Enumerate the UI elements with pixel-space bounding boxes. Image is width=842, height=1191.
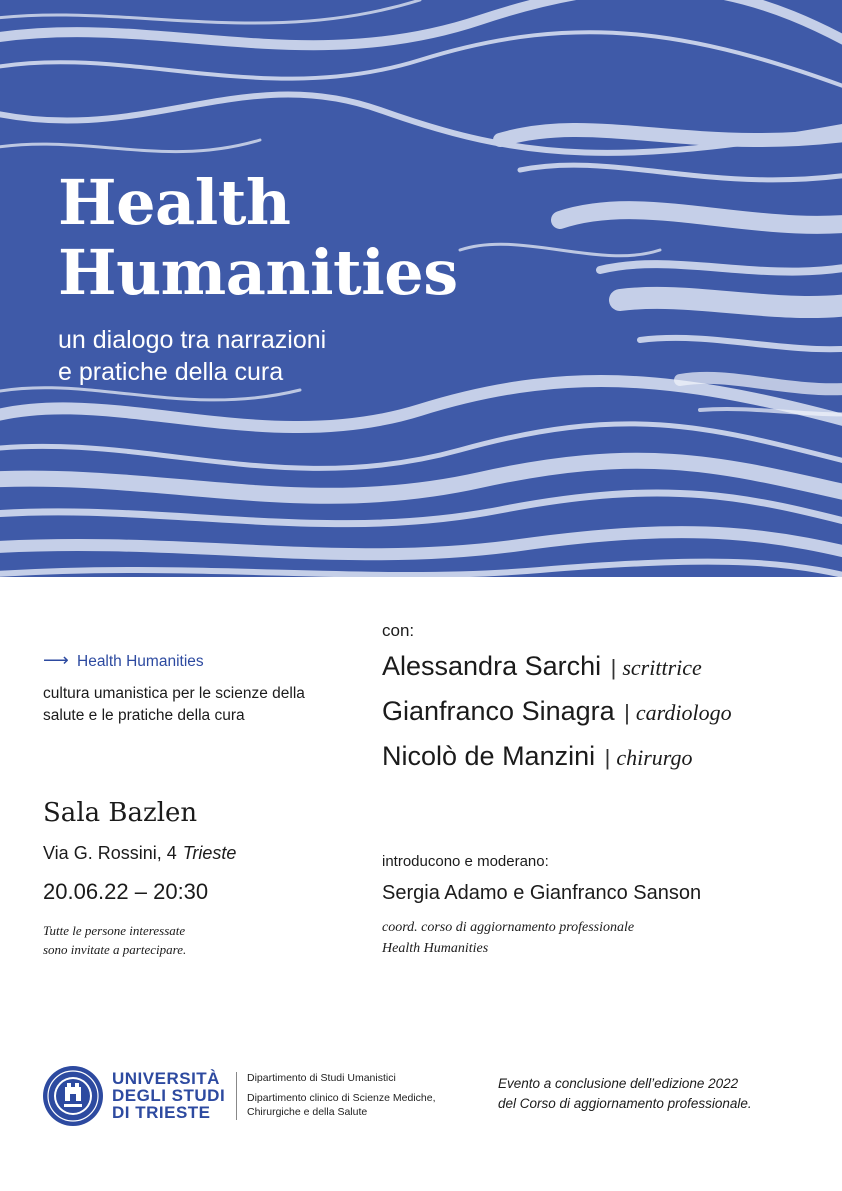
moderator-role-line-2: Health Humanities <box>382 941 489 956</box>
hero-banner <box>0 0 842 577</box>
university-seal-logo <box>42 1065 104 1127</box>
speaker-role: scrittrice <box>622 655 702 680</box>
university-line-3: DI TRIESTE <box>112 1103 211 1122</box>
event-datetime: 20.06.22 – 20:30 <box>43 879 209 904</box>
venue-name: Sala Bazlen <box>43 798 198 828</box>
university-name <box>112 1070 237 1121</box>
event-note-line-2: del Corso di aggiornamento professionale. <box>498 1096 752 1111</box>
university-line-1: UNIVERSITÀ <box>112 1069 220 1088</box>
speaker-list <box>382 651 822 786</box>
department-item: Dipartimento clinico di Scienze Mediche, Chirurgiche e della Salute <box>247 1092 436 1118</box>
moderator-role-line-1: coord. corso di aggiornamento professionale <box>382 920 635 935</box>
speaker-role: cardiologo <box>635 700 732 725</box>
speaker-separator: | <box>624 700 630 725</box>
invitation-note <box>43 921 263 959</box>
speaker-item <box>382 651 822 696</box>
moderation-label: introducono e moderano: <box>382 853 549 870</box>
address-city: Trieste <box>182 843 237 863</box>
address-street: Via G. Rossini, 4 <box>43 843 177 863</box>
event-subtitle <box>58 324 478 388</box>
speaker-item <box>382 696 822 741</box>
title-line-2: Humanities <box>58 236 458 309</box>
title-line-1: Health <box>58 166 291 239</box>
speaker-name: Nicolò de Manzini <box>382 741 596 771</box>
speaker-separator: | <box>604 745 611 770</box>
speakers-label: con: <box>382 621 415 640</box>
event-title <box>58 168 458 308</box>
venue-address <box>43 843 236 864</box>
footer-divider <box>236 1072 237 1120</box>
series-heading <box>43 650 204 671</box>
department-list <box>247 1071 477 1119</box>
university-line-2: DEGLI STUDI <box>112 1086 226 1105</box>
speaker-name: Gianfranco Sinagra <box>382 696 615 726</box>
speaker-separator: | <box>610 655 617 680</box>
event-note <box>498 1074 818 1114</box>
invite-line-1: Tutte le persone interessate <box>43 923 186 938</box>
speaker-role: chirurgo <box>616 745 693 770</box>
event-note-line-1: Evento a conclusione dell’edizione 2022 <box>498 1076 739 1091</box>
speaker-name: Alessandra Sarchi <box>382 651 602 681</box>
moderator-role <box>382 917 782 959</box>
moderator-names: Sergia Adamo e Gianfranco Sanson <box>382 882 702 904</box>
subtitle-line-2: e pratiche della cura <box>58 358 284 386</box>
arrow-right-icon: ⟶ <box>43 650 69 670</box>
speaker-item <box>382 741 822 786</box>
department-item: Dipartimento di Studi Umanistici <box>247 1072 396 1084</box>
series-description: cultura umanistica per le scienze della salute e le pratiche della cura <box>43 685 305 724</box>
subtitle-line-1: un dialogo tra narrazioni <box>58 326 327 354</box>
invite-line-2: sono invitate a partecipare. <box>43 942 187 957</box>
series-name: Health Humanities <box>77 653 204 670</box>
